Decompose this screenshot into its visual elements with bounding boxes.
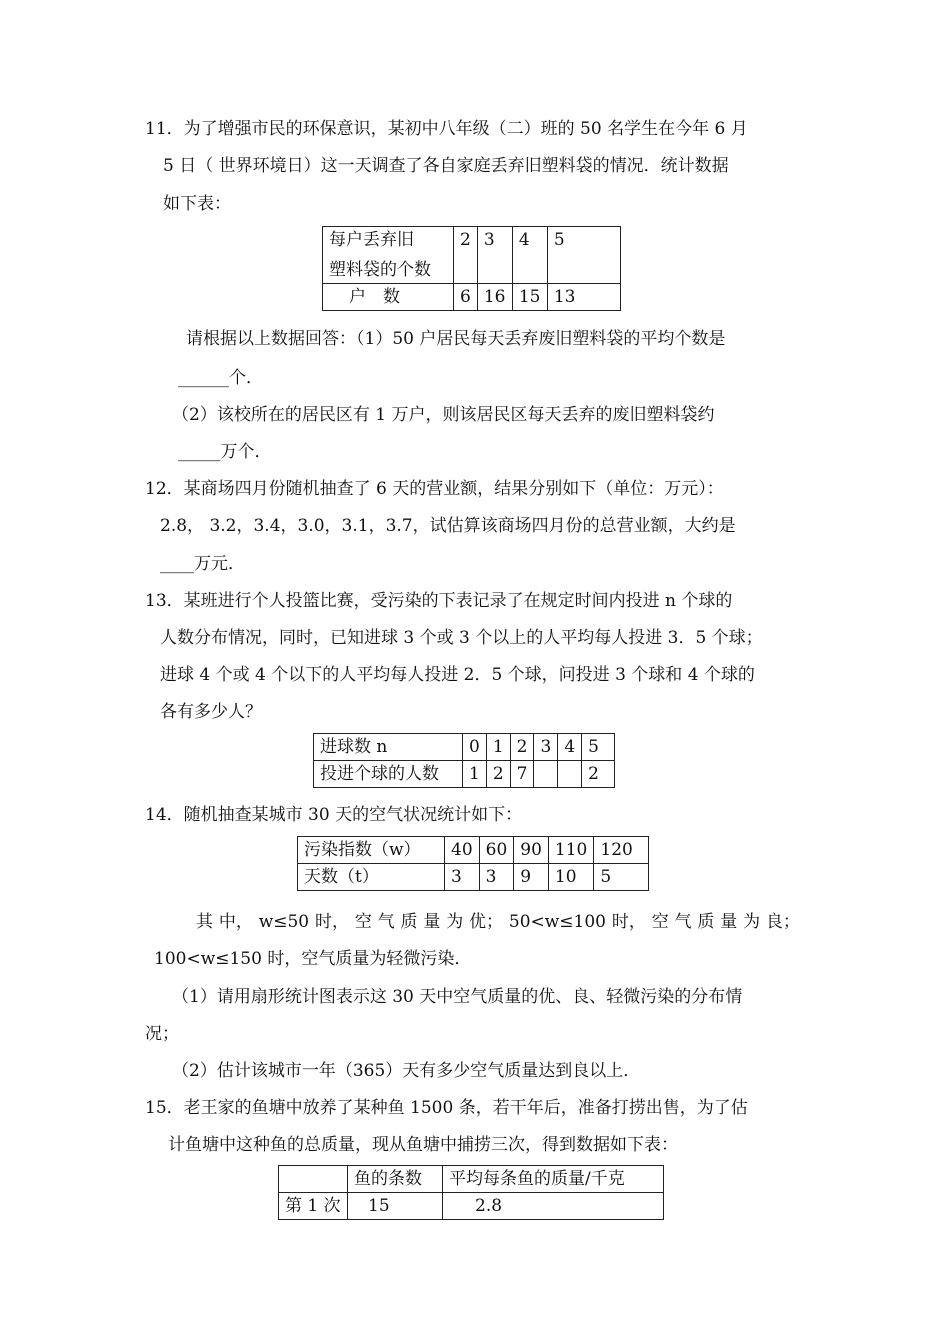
- q13-line4: 各有多少人？: [160, 702, 262, 722]
- q13-row2-label: 投进个球的人数: [314, 761, 463, 788]
- q11-ask2: （2）该校所在的居民区有 1 万户，则该居民区每天丢弃的废旧塑料袋约: [172, 405, 715, 425]
- q13-value: [534, 761, 558, 788]
- q13-col: 3: [534, 734, 558, 761]
- q11-value: 15: [512, 284, 547, 311]
- q14-line1: 14．随机抽查某城市 30 天的空气状况统计如下：: [145, 805, 523, 825]
- q12-line1: 12．某商场四月份随机抽查了 6 天的营业额，结果分别如下（单位：万元）：: [145, 479, 724, 499]
- q14-row1-label: 污染指数（w）: [298, 837, 445, 864]
- q11-value: 13: [547, 284, 620, 311]
- q14-table: [297, 836, 649, 891]
- q13-col: 0: [463, 734, 487, 761]
- q11-line2: 5 日（ 世界环境日）这一天调查了各自家庭丢弃旧塑料袋的情况．统计数据: [163, 156, 729, 176]
- q14-cond-word: 空: [354, 912, 372, 932]
- q14-value: 9: [514, 864, 549, 891]
- q12-line3: ____万元．: [160, 554, 245, 574]
- q13-col: 4: [558, 734, 582, 761]
- q15-line2: 计鱼塘中这种鱼的总质量，现从鱼塘中捕捞三次，得到数据如下表：: [168, 1135, 678, 1155]
- q14-cond-word: 其: [196, 912, 213, 932]
- q11-col: 2: [454, 227, 478, 284]
- q15-header-count: 鱼的条数: [348, 1166, 443, 1193]
- q13-line3: 进球 4 个或 4 个以下的人平均每人投进 2．5 个球，问投进 3 个球和 4 个球的: [160, 665, 755, 685]
- q11-ask1: 请根据以上数据回答：（1）50 户居民每天丢弃废旧塑料袋的平均个数是: [186, 329, 726, 349]
- q14-value: 10: [548, 864, 593, 891]
- q11-header-cell: [323, 227, 454, 284]
- q13-value: 2: [582, 761, 615, 788]
- q15-row-label: 第 1 次: [279, 1193, 348, 1220]
- q11-table: [322, 226, 621, 311]
- q15-line1: 15．老王家的鱼塘中放养了某种鱼 1500 条，若干年后，准备打捞出售，为了估: [145, 1098, 748, 1118]
- q14-col: 120: [594, 837, 649, 864]
- q13-value: 2: [486, 761, 510, 788]
- q14-cond-word: 气: [377, 912, 395, 932]
- q14-cond-word: 质: [400, 912, 418, 932]
- q14-cond-word: 50<w≤100: [508, 912, 606, 932]
- q13-line2: 人数分布情况，同时，已知进球 3 个或 3 个以上的人平均每人投进 3．5 个球；: [160, 628, 763, 648]
- q13-col: 2: [510, 734, 534, 761]
- q14-cond-word: 量: [720, 912, 738, 932]
- q13-table: [313, 733, 615, 788]
- q11-line3: 如下表：: [163, 194, 231, 214]
- q13-line1: 13．某班进行个人投篮比赛，受污染的下表记录了在规定时间内投进 n 个球的: [145, 591, 733, 611]
- q14-condition-line1: [196, 911, 800, 933]
- q14-cond-word: 中，: [218, 912, 253, 932]
- q13-col: 5: [582, 734, 615, 761]
- q14-cond-word: 为: [446, 912, 464, 932]
- q14-ask1-cont: 况；: [145, 1024, 179, 1044]
- q11-header-line1: 每户丢弃旧: [329, 230, 414, 250]
- q15-count-value: 15: [348, 1193, 443, 1220]
- q14-ask2: （2）估计该城市一年（365）天有多少空气质量达到良以上．: [172, 1061, 641, 1081]
- q13-value: 7: [510, 761, 534, 788]
- q14-cond-word: 时，: [611, 912, 646, 932]
- q14-value: 3: [479, 864, 514, 891]
- q11-line1: 11．为了增强市民的环保意识，某初中八年级（二）班的 50 名学生在今年 6 月: [145, 119, 748, 139]
- q11-ask1-blank: ______个．: [178, 368, 263, 388]
- q14-cond-word: 优；: [469, 912, 504, 932]
- q14-cond-word: w≤50: [258, 912, 310, 932]
- q12-line2: 2.8， 3.2，3.4，3.0，3.1，3.7，试估算该商场四月份的总营业额，大约是: [160, 516, 736, 536]
- q15-header-weight: 平均每条鱼的质量/千克: [443, 1166, 664, 1193]
- q15-header-empty: [279, 1166, 348, 1193]
- q14-value: 5: [594, 864, 649, 891]
- q13-value: 1: [463, 761, 487, 788]
- q14-ask1: （1）请用扇形统计图表示这 30 天中空气质量的优、良、轻微污染的分布情: [172, 987, 743, 1007]
- q14-row2-label: 天数（t）: [298, 864, 445, 891]
- q14-cond-word: 质: [697, 912, 715, 932]
- q15-weight-value: 2.8: [443, 1193, 664, 1220]
- q15-table: [278, 1165, 664, 1220]
- q11-col: 4: [512, 227, 547, 284]
- q11-header-line2: 塑料袋的个数: [329, 260, 431, 280]
- q14-col: 110: [548, 837, 593, 864]
- q14-cond-word: 时，: [314, 912, 349, 932]
- q13-value: [558, 761, 582, 788]
- q11-col: 5: [547, 227, 620, 284]
- q11-col: 3: [477, 227, 512, 284]
- q14-col: 90: [514, 837, 549, 864]
- q11-row-label: 户 数: [323, 284, 454, 311]
- q11-value: 6: [454, 284, 478, 311]
- q11-value: 16: [477, 284, 512, 311]
- q13-col: 1: [486, 734, 510, 761]
- q14-condition-line2: 100<w≤150 时，空气质量为轻微污染．: [154, 949, 472, 969]
- q14-cond-word: 气: [674, 912, 692, 932]
- q14-col: 60: [479, 837, 514, 864]
- q13-row1-label: 进球数 n: [314, 734, 463, 761]
- q14-cond-word: 量: [423, 912, 441, 932]
- q14-cond-word: 为: [743, 912, 761, 932]
- q14-value: 3: [445, 864, 480, 891]
- q14-cond-word: 良；: [765, 912, 800, 932]
- q14-col: 40: [445, 837, 480, 864]
- q14-cond-word: 空: [651, 912, 669, 932]
- q11-ask2-blank: _____万个．: [178, 442, 272, 462]
